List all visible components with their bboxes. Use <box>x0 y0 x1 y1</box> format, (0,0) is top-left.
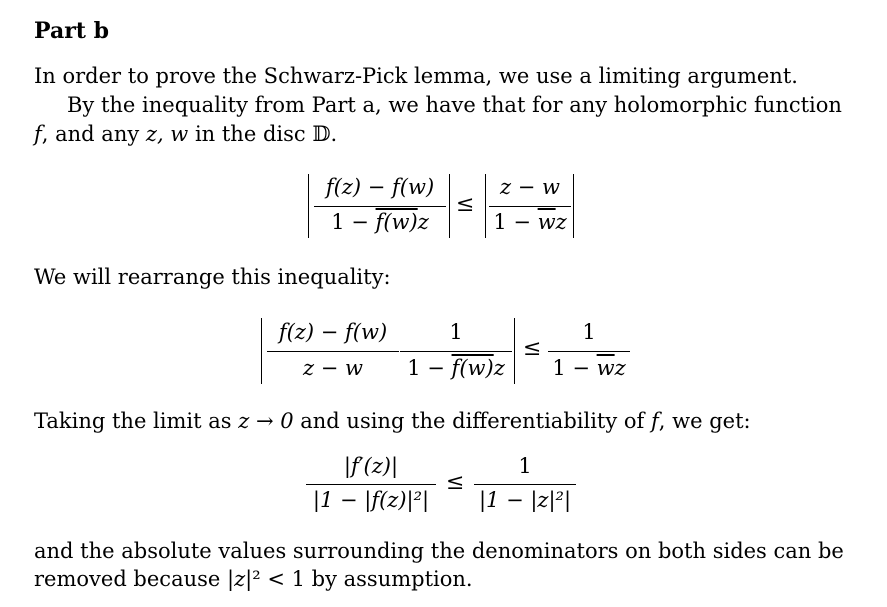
equation-3 <box>306 450 586 522</box>
text-span: Taking the limit as <box>34 409 239 433</box>
math-limit: z → 0 <box>238 409 294 433</box>
den-conj: $\overline{w}$ <box>537 210 556 234</box>
fraction-bar <box>474 484 576 485</box>
fraction-bar <box>314 206 446 207</box>
fraction-denominator: |1 − |z|²| <box>478 488 572 512</box>
den-var: z <box>555 210 567 234</box>
text-span: removed because | <box>34 567 235 591</box>
den-part: 1 − <box>493 210 538 234</box>
fraction-bar <box>489 206 571 207</box>
den-conj: f(w) <box>375 210 418 234</box>
fraction-rhs <box>548 312 630 388</box>
math-f: f <box>34 122 42 146</box>
den-part: 1 − <box>407 356 452 380</box>
math-disc: 𝔻. <box>312 122 338 146</box>
fraction-numerator: 1 <box>449 320 463 344</box>
fraction-lhs <box>306 450 436 522</box>
paragraph-inequality-intro: By the inequality from Part a, we have that for any holomorphic function <box>67 93 842 117</box>
abs-bar <box>449 174 450 238</box>
text-span: in the disc <box>188 122 313 146</box>
text-span: and using the differentiability of <box>293 409 651 433</box>
math-zw: z, w <box>145 122 189 146</box>
equation-2 <box>258 312 638 388</box>
text-span: |² < 1 by assumption. <box>245 567 473 591</box>
paragraph-intro: In order to prove the Schwarz-Pick lemma, we use a limiting argument. <box>34 64 798 88</box>
abs-bar <box>485 174 486 238</box>
den-conj: f(w) <box>451 356 494 380</box>
text-span: , we get: <box>658 409 751 433</box>
fraction-denominator <box>489 210 571 234</box>
fraction-numerator: f(z) − f(w) <box>325 175 435 199</box>
fraction-numerator: |f′(z)| <box>343 454 399 478</box>
fraction-denominator: z − w <box>303 356 363 380</box>
fraction-denominator: |1 − |f(z)|²| <box>312 488 430 512</box>
text-span: , and any <box>41 122 146 146</box>
fraction-lhs <box>314 168 446 242</box>
den-var: z <box>417 210 429 234</box>
den-var: z <box>614 356 626 380</box>
fraction-1 <box>267 312 399 388</box>
abs-bar <box>261 318 262 384</box>
math-z: z <box>234 567 246 591</box>
fraction-denominator <box>548 356 630 380</box>
leq-symbol: ≤ <box>456 192 475 217</box>
equation-1 <box>305 168 585 242</box>
den-part: 1 − <box>331 210 376 234</box>
fraction-rhs <box>489 168 571 242</box>
paragraph-rearrange: We will rearrange this inequality: <box>34 265 391 289</box>
fraction-bar <box>400 351 512 352</box>
fraction-denominator <box>400 356 512 380</box>
fraction-numerator: 1 <box>582 320 596 344</box>
paragraph-inequality-intro-cont <box>34 120 337 148</box>
fraction-denominator <box>314 210 446 234</box>
fraction-numerator: f(z) − f(w) <box>278 320 388 344</box>
abs-bar <box>514 318 515 384</box>
fraction-2 <box>400 312 512 388</box>
leq-symbol: ≤ <box>523 336 542 361</box>
paragraph-conclusion: and the absolute values surrounding the denominators on both sides can be <box>34 539 844 563</box>
section-heading: Part b <box>34 18 110 44</box>
math-f: f <box>650 409 659 433</box>
fraction-bar <box>267 351 399 352</box>
den-part: 1 − <box>552 356 597 380</box>
abs-bar <box>308 174 309 238</box>
paragraph-limit <box>34 407 751 435</box>
fraction-numerator: 1 <box>518 454 532 478</box>
paragraph-conclusion-cont <box>34 565 473 593</box>
fraction-numerator: z − w <box>500 175 560 199</box>
den-conj: $\overline{w}$ <box>596 356 615 380</box>
den-var: z <box>493 356 505 380</box>
abs-bar <box>573 174 574 238</box>
fraction-bar <box>306 484 436 485</box>
fraction-rhs <box>474 450 576 522</box>
leq-symbol: ≤ <box>446 470 465 495</box>
fraction-bar <box>548 351 630 352</box>
